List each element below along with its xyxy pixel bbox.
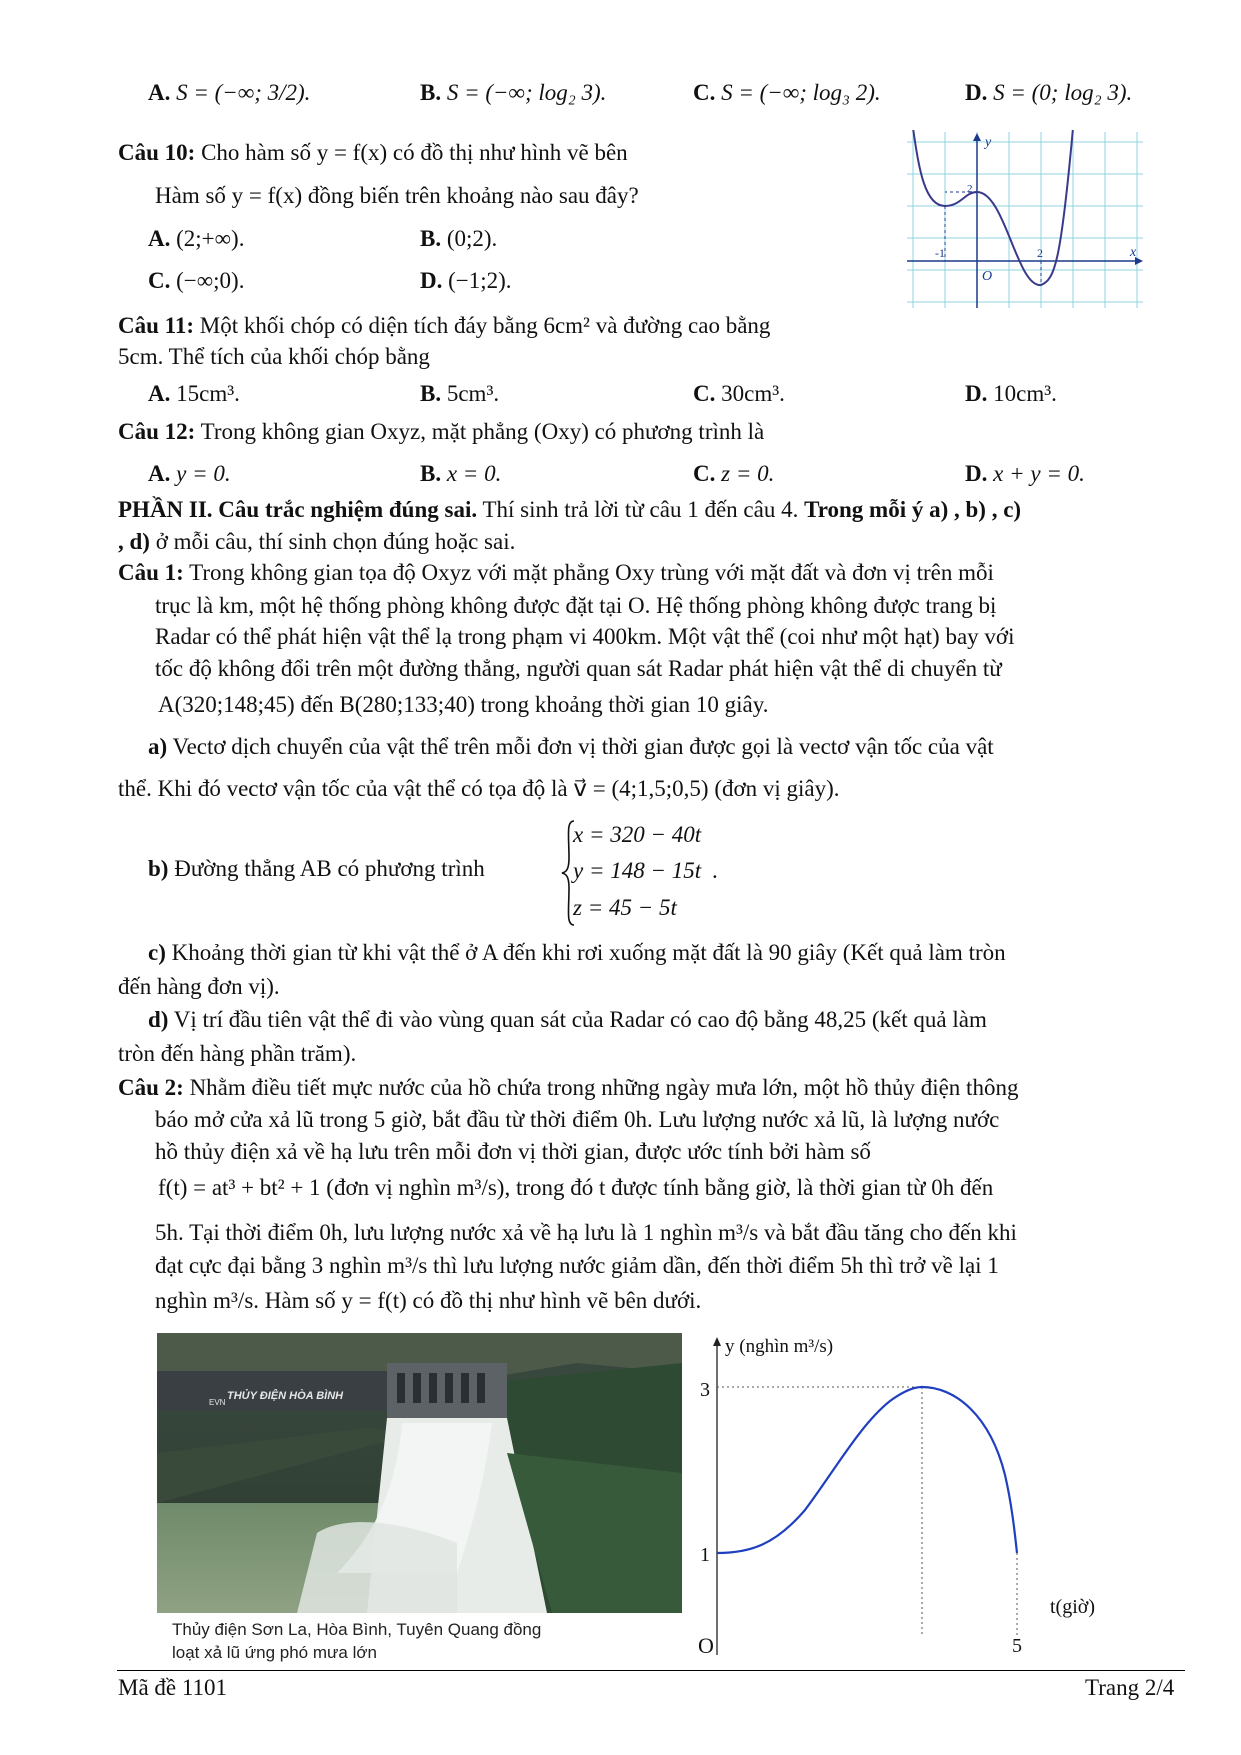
q10-function-graph — [905, 130, 1145, 310]
flow-rate-graph — [690, 1335, 1130, 1665]
q11-line2: 5cm. Thể tích của khối chóp bằng — [118, 344, 430, 369]
q11-line1 — [118, 313, 770, 339]
answer-label: D. — [965, 461, 988, 486]
question-text: Nhằm điều tiết mực nước của hồ chứa trong những ngày mưa lớn, một hồ thủy điện thông — [189, 1075, 1019, 1100]
y-arrow-icon — [713, 1337, 721, 1346]
q10-line1 — [118, 140, 628, 166]
tick-label-1: 1 — [700, 1544, 710, 1566]
answer-text: S = (−∞; log₂ 3). — [446, 80, 607, 105]
answer-label: A. — [148, 381, 171, 406]
system-end: . — [712, 858, 718, 883]
answer-text: (−1;2). — [448, 268, 512, 293]
answer-label: B. — [420, 226, 442, 251]
c1-d-line2: tròn đến hàng phần trăm). — [118, 1041, 357, 1066]
q9-answer-c — [693, 80, 881, 106]
system-eq-z: z = 45 − 5t — [573, 895, 677, 920]
answer-label: A. — [148, 80, 171, 105]
answer-label: C. — [693, 80, 716, 105]
answer-text: 10cm³. — [993, 381, 1057, 406]
photo-caption-line1: Thủy điện Sơn La, Hòa Bình, Tuyên Quang đồng — [172, 1620, 542, 1639]
part-title: PHẦN II. Câu trắc nghiệm đúng sai. — [118, 497, 478, 522]
q11-answer-a — [148, 381, 240, 407]
answer-text: S = (−∞; log₃ 2). — [721, 80, 881, 105]
answer-text: 15cm³. — [176, 381, 240, 406]
question-title: Câu 2: — [118, 1075, 184, 1100]
part2-heading-line2 — [118, 529, 515, 555]
part-text: ở mỗi câu, thí sinh chọn đúng hoặc sai. — [149, 529, 516, 554]
grid — [907, 132, 1143, 308]
answer-label: B. — [420, 461, 442, 486]
question-text: Trong không gian Oxyz, mặt phẳng (Oxy) có phương trình là — [200, 419, 765, 444]
tick-label: 2 — [967, 183, 973, 195]
tick-label: 2 — [1037, 246, 1043, 260]
answer-label: D. — [965, 80, 988, 105]
exam-code: Mã đề 1101 — [118, 1675, 228, 1700]
answer-label: D. — [420, 268, 443, 293]
c2-line3: hồ thủy điện xả về hạ lưu trên mỗi đơn vị thời gian, được ước tính bởi hàm số — [155, 1139, 871, 1164]
answer-text: 30cm³. — [721, 381, 785, 406]
answer-text: x = 0. — [446, 461, 502, 486]
question-text: Cho hàm số y = f(x) có đồ thị như hình vẽ bên — [201, 140, 628, 165]
answer-label: B. — [420, 80, 442, 105]
question-text: Trong không gian tọa độ Oxyz với mặt phẳng Oxy trùng với mặt đất và đơn vị trên mỗi — [189, 560, 994, 585]
q10-line2: Hàm số y = f(x) đồng biến trên khoảng nào sau đây? — [155, 183, 639, 208]
y-axis-label: y (nghìn m³/s) — [725, 1336, 834, 1357]
c1-b-line — [148, 856, 485, 882]
c2-line1 — [118, 1075, 1018, 1101]
c1-line5: A(320;148;45) đến B(280;133;40) trong khoảng thời gian 10 giây. — [158, 692, 769, 717]
q12-answer-d — [965, 461, 1085, 487]
answer-label: B. — [420, 381, 442, 406]
system-eq-x: x = 320 − 40t — [573, 822, 702, 847]
answer-text: z = 0. — [721, 461, 775, 486]
q12-answer-a — [148, 461, 231, 487]
q10-answer-a — [148, 226, 244, 252]
answer-label: C. — [148, 268, 171, 293]
y-label: y — [985, 135, 992, 150]
answer-text: (−∞;0). — [176, 268, 245, 293]
answer-text: S = (−∞; 3/2). — [176, 80, 311, 105]
part-bold: , d) — [118, 529, 150, 554]
answer-label: C. — [693, 381, 716, 406]
q10-answer-c — [148, 268, 244, 294]
answer-label: A. — [148, 226, 171, 251]
answer-text: y = 0. — [176, 461, 231, 486]
c1-line1 — [118, 560, 994, 586]
c2-line5: 5h. Tại thời điểm 0h, lưu lượng nước xả về hạ lưu là 1 nghìn m³/s và bắt đầu tăng cho đến khi — [155, 1220, 1017, 1245]
x-label: x — [1130, 245, 1137, 260]
system-eq-y: y = 148 − 15t — [573, 858, 702, 883]
footer-divider — [117, 1670, 1185, 1671]
q11-answer-d — [965, 381, 1057, 407]
q12-answer-b — [420, 461, 501, 487]
c1-a-line2: thể. Khi đó vectơ vận tốc của vật thể có tọa độ là v⃗ = (4;1,5;0,5) (đơn vị giây). — [118, 776, 840, 801]
question-title: Câu 12: — [118, 419, 196, 444]
q9-answer-d — [965, 80, 1132, 106]
tick-label: -1 — [935, 246, 945, 260]
evn-logo: EVN — [209, 1398, 226, 1407]
q12-answer-c — [693, 461, 774, 487]
c2-line6: đạt cực đại bằng 3 nghìn m³/s thì lưu lượng nước giảm dần, đến thời điểm 5h thì trở về lại 1 — [155, 1253, 999, 1278]
item-label: b) — [148, 856, 169, 881]
curve — [913, 130, 1073, 285]
c1-a-line1 — [148, 734, 994, 760]
tick-label-5: 5 — [1012, 1635, 1022, 1657]
answer-label: D. — [965, 381, 988, 406]
flow-curve — [717, 1387, 1017, 1553]
item-label: d) — [148, 1007, 169, 1032]
dam-photo — [157, 1333, 682, 1613]
c2-line7: nghìn m³/s. Hàm số y = f(t) có đồ thị như hình vẽ bên dưới. — [155, 1288, 702, 1313]
question-title: Câu 1: — [118, 560, 184, 585]
c1-line3: Radar có thể phát hiện vật thể lạ trong phạm vi 400km. Một vật thể (coi như một hạt) bay với — [155, 624, 1015, 649]
part2-heading — [118, 497, 1021, 523]
q9-answer-b — [420, 80, 606, 106]
question-title: Câu 11: — [118, 313, 195, 338]
item-text: Vị trí đầu tiên vật thể đi vào vùng quan sát của Radar có cao độ bằng 48,25 (kết quả làm — [168, 1007, 987, 1032]
part-bold: Trong mỗi ý a) , b) , c) — [804, 497, 1022, 522]
q10-answer-b — [420, 226, 497, 252]
item-label: a) — [148, 734, 168, 759]
page-number: Trang 2/4 — [1085, 1675, 1175, 1700]
item-label: c) — [148, 940, 166, 965]
q11-answer-c — [693, 381, 785, 407]
c2-line4: f(t) = at³ + bt² + 1 (đơn vị nghìn m³/s), trong đó t được tính bằng giờ, là thời gian từ 0h đến — [158, 1175, 994, 1200]
item-text: Vectơ dịch chuyển của vật thể trên mỗi đơn vị thời gian được gọi là vectơ vận tốc của vật — [167, 734, 994, 759]
x-axis-label: t(giờ) — [1050, 1596, 1096, 1618]
c2-line2: báo mở cửa xả lũ trong 5 giờ, bắt đầu từ thời điểm 0h. Lưu lượng nước xả lũ, là lượng nước — [155, 1107, 1000, 1132]
item-text: Khoảng thời gian từ khi vật thể ở A đến khi rơi xuống mặt đất là 90 giây (Kết quả làm tròn — [165, 940, 1006, 965]
answer-text: S = (0; log₂ 3). — [993, 80, 1133, 105]
q12-line1 — [118, 419, 764, 445]
answer-label: A. — [148, 461, 171, 486]
origin-label: O — [982, 269, 993, 284]
c1-d-line1 — [148, 1007, 987, 1033]
q10-answer-d — [420, 268, 512, 294]
dam-sign: THỦY ĐIỆN HÒA BÌNH — [227, 1390, 344, 1402]
part-text: Thí sinh trả lời từ câu 1 đến câu 4. — [477, 497, 805, 522]
answer-text: 5cm³. — [446, 381, 500, 406]
answer-text: x + y = 0. — [993, 461, 1085, 486]
c1-line2: trục là km, một hệ thống phòng không được đặt tại O. Hệ thống phòng không được trang bị — [155, 593, 997, 618]
question-title: Câu 10: — [118, 140, 196, 165]
c1-line4: tốc độ không đổi trên một đường thẳng, người quan sát Radar phát hiện vật thể di chuyển từ — [155, 656, 1002, 681]
y-arrow-icon — [973, 133, 981, 141]
origin-label: O — [698, 1633, 714, 1658]
item-text: Đường thẳng AB có phương trình — [168, 856, 485, 881]
photo-caption-line2: loạt xả lũ ứng phó mưa lớn — [172, 1643, 377, 1662]
q9-answer-a — [148, 80, 310, 106]
c1-c-line1 — [148, 940, 1006, 966]
tick-label-3: 3 — [700, 1379, 710, 1401]
question-text: Một khối chóp có diện tích đáy bằng 6cm² và đường cao bằng — [199, 313, 771, 338]
c1-c-line2: đến hàng đơn vị). — [118, 974, 280, 999]
q11-answer-b — [420, 381, 499, 407]
answer-text: (0;2). — [446, 226, 498, 251]
answer-label: C. — [693, 461, 716, 486]
answer-text: (2;+∞). — [176, 226, 245, 251]
